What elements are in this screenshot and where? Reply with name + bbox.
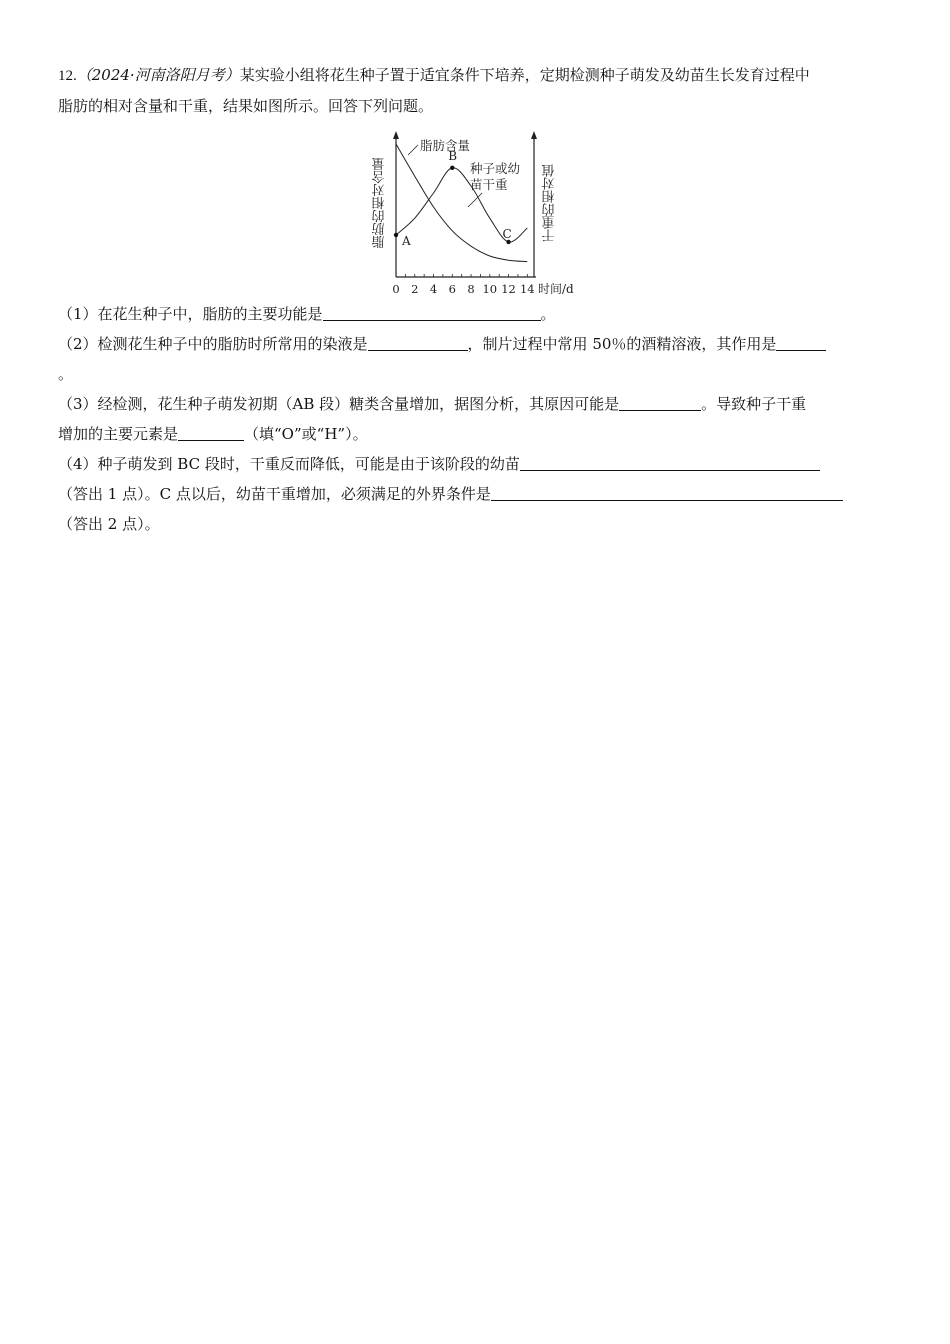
- x-tick-label: 4: [429, 282, 438, 296]
- question-3-cont: [58, 419, 898, 449]
- question-2: [58, 329, 898, 359]
- right-axis-arrow: [531, 131, 537, 139]
- x-tick-label: 10: [482, 282, 498, 296]
- q4-text-a: （4）种子萌发到 BC 段时，干重反而降低，可能是由于该阶段的幼苗: [58, 455, 520, 473]
- point-b-label: B: [448, 148, 458, 163]
- weight-curve-label-2: 苗干重: [470, 177, 508, 192]
- question-number: 12.: [58, 68, 77, 84]
- weight-curve-label-1: 种子或幼: [470, 161, 521, 176]
- q2-text-b: ，制片过程中常用 50％的酒精溶液，其作用是: [467, 335, 777, 353]
- x-tick-label: 8: [467, 282, 475, 296]
- q1-answer-blank[interactable]: [323, 302, 541, 321]
- q2-text-a: （2）检测花生种子中的脂肪时所常用的染液是: [58, 335, 368, 353]
- q1-end: 。: [540, 305, 556, 323]
- question-2-end: 。: [58, 365, 74, 383]
- x-axis-unit: 时间/d: [538, 282, 574, 296]
- left-axis-label: 脂肪的相对含量: [372, 157, 388, 249]
- q2-alcohol-blank[interactable]: [776, 332, 826, 351]
- point-b-marker: [450, 166, 454, 170]
- stem-line-1: [58, 60, 898, 91]
- x-tick-label: 12: [501, 282, 516, 296]
- x-tick-label: 6: [448, 282, 456, 296]
- question-1: [58, 299, 898, 329]
- q2-stain-blank[interactable]: [368, 332, 468, 351]
- point-a-label: A: [402, 234, 411, 248]
- x-tick-label: 14: [519, 282, 535, 296]
- q3-text-b: 。导致种子干重: [701, 395, 807, 413]
- point-c-label: C: [502, 227, 512, 241]
- question-4: [58, 449, 898, 479]
- q3-text-a: （3）经检测，花生种子萌发初期（AB 段）糖类含量增加，据图分析，其原因可能是: [58, 395, 620, 413]
- q1-text: （1）在花生种子中，脂肪的主要功能是: [58, 305, 323, 323]
- q4-reason-blank[interactable]: [520, 452, 820, 471]
- figure-fat-and-dry-weight: [360, 127, 600, 299]
- q3-element-blank[interactable]: [178, 422, 244, 441]
- q3-text-c: 增加的主要元素是: [58, 425, 179, 443]
- q4-text-b: （答出 1 点）。C 点以后，幼苗干重增加，必须满足的外界条件是: [58, 485, 491, 503]
- question-4-end: （答出 2 点）。: [58, 515, 160, 533]
- left-axis-arrow: [393, 131, 399, 139]
- question-4-cont: [58, 479, 898, 509]
- stem-line-2: 脂肪的相对含量和干重，结果如图所示。回答下列问题。: [58, 97, 434, 115]
- right-axis-label: 干重的相对值: [542, 164, 558, 242]
- q3-reason-blank[interactable]: [619, 392, 701, 411]
- question-source: （2024·河南洛阳月考）: [76, 66, 240, 84]
- stem-text-1: 某实验小组将花生种子置于适宜条件下培养，定期检测种子萌发及幼苗生长发育过程中: [239, 66, 810, 84]
- q3-text-d: （填“O”或“H”）。: [244, 425, 368, 443]
- point-a-marker: [394, 233, 398, 237]
- q4-conditions-blank[interactable]: [491, 482, 843, 501]
- fat-label-leader: [408, 145, 418, 155]
- question-12: [58, 60, 898, 539]
- chart-svg: [360, 127, 600, 299]
- fat-curve-label: 脂肪含量: [420, 138, 471, 153]
- x-tick-label: 0: [392, 282, 400, 296]
- question-3: [58, 389, 898, 419]
- x-tick-label: 2: [411, 282, 419, 296]
